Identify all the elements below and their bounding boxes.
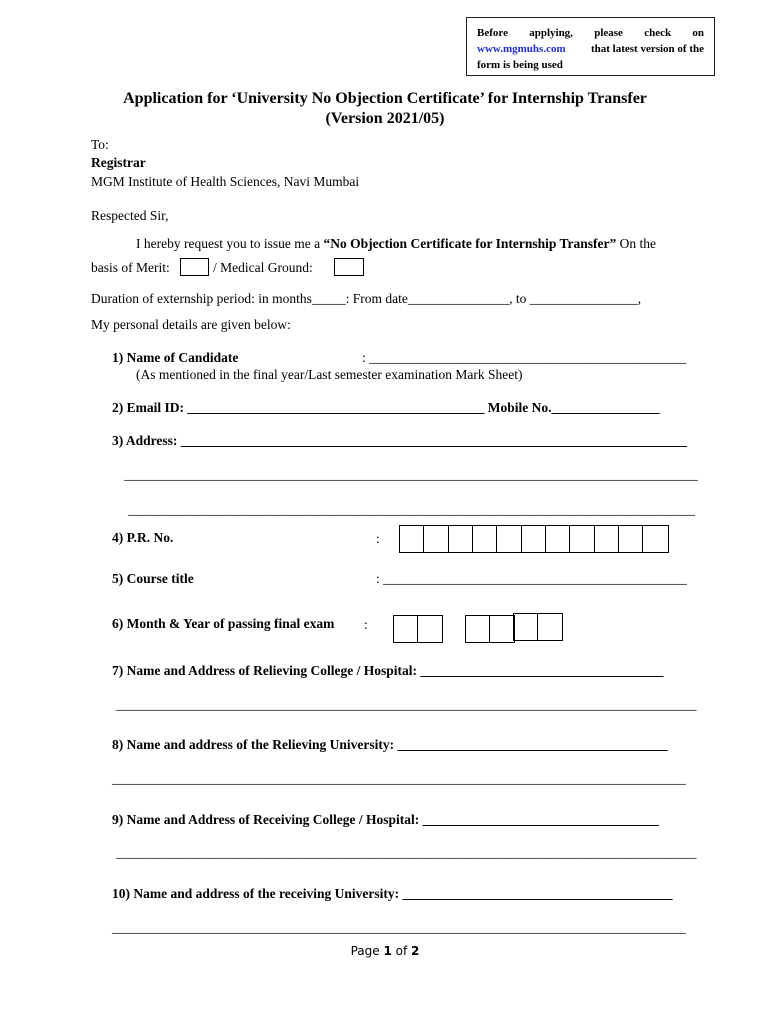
pr-digit-cell[interactable]	[400, 526, 424, 552]
pr-digit-cell[interactable]	[522, 526, 546, 552]
institute-name: MGM Institute of Health Sciences, Navi Mumbai	[91, 174, 360, 189]
candidate-name-note: (As mentioned in the final year/Last semester examination Mark Sheet)	[136, 367, 523, 382]
email-mobile-field[interactable]: 2) Email ID: ____________________________________________ Mobile No.________________	[112, 400, 660, 415]
notice-website-link[interactable]: www.mgmuhs.com	[477, 43, 566, 55]
pr-digit-cell[interactable]	[473, 526, 497, 552]
pr-digit-cell[interactable]	[424, 526, 448, 552]
medical-label: / Medical Ground:	[213, 260, 313, 275]
notice-line3-text: form is being used	[477, 59, 563, 71]
year-digit-cell[interactable]	[514, 614, 538, 640]
page-footer	[0, 944, 770, 958]
pr-number-grid[interactable]	[399, 525, 669, 553]
address-field[interactable]: 3) Address: ___________________________________________________________________________	[112, 433, 688, 448]
form-version: (Version 2021/05)	[325, 110, 445, 127]
request-line	[136, 236, 656, 252]
version-notice-box	[466, 17, 715, 76]
request-noc-title: “No Objection Certificate for Internship Transfer”	[323, 236, 617, 251]
page-current: 1	[383, 944, 392, 958]
relieving-college-line-2[interactable]: ______________________________________________________________________________________	[116, 697, 697, 712]
medical-checkbox[interactable]	[334, 258, 364, 276]
pr-digit-cell[interactable]	[643, 526, 668, 552]
passing-year-grid-right[interactable]	[513, 613, 563, 641]
receiving-university-line-2[interactable]: _____________________________________________________________________________________	[112, 920, 686, 935]
registrar-label: Registrar	[91, 155, 146, 170]
pr-digit-cell[interactable]	[619, 526, 643, 552]
pr-digit-cell[interactable]	[546, 526, 570, 552]
page-word: Page	[350, 944, 384, 958]
notice-word-check: check	[644, 27, 672, 39]
pr-digit-cell[interactable]	[497, 526, 521, 552]
notice-word-applying: applying,	[529, 27, 573, 39]
course-title-label: 5) Course title	[112, 571, 194, 586]
merit-label: basis of Merit:	[91, 260, 170, 275]
request-tail: On the	[616, 236, 657, 251]
course-title-field[interactable]: : _____________________________________________	[376, 571, 687, 586]
notice-word-before: Before	[477, 27, 508, 39]
candidate-name-label: 1) Name of Candidate	[112, 350, 239, 365]
pr-digit-cell[interactable]	[449, 526, 473, 552]
receiving-university-field[interactable]: 10) Name and address of the receiving University: ________________________________________	[112, 886, 673, 901]
receiving-college-line-2[interactable]: ______________________________________________________________________________________	[116, 845, 697, 860]
notice-word-on: on	[692, 27, 704, 39]
passing-exam-label: 6) Month & Year of passing final exam	[112, 616, 335, 631]
salutation: Respected Sir,	[91, 208, 169, 223]
year-digit-cell[interactable]	[538, 614, 562, 640]
request-lead: I hereby request you to issue me a	[136, 236, 324, 251]
month-digit-cell[interactable]	[394, 616, 418, 642]
pr-digit-cell[interactable]	[570, 526, 594, 552]
page-of-word: of	[391, 944, 412, 958]
candidate-name-field[interactable]: : _______________________________________________	[362, 350, 687, 365]
pr-number-label: 4) P.R. No.	[112, 530, 174, 545]
page-total: 2	[411, 944, 420, 958]
relieving-university-line-2[interactable]: _____________________________________________________________________________________	[112, 771, 686, 786]
passing-exam-colon: :	[364, 617, 368, 632]
to-label: To:	[91, 137, 109, 152]
relieving-college-field[interactable]: 7) Name and Address of Relieving College / Hospital: ____________________________________	[112, 663, 664, 678]
receiving-college-field[interactable]: 9) Name and Address of Receiving College / Hospital: ___________________________________	[112, 812, 659, 827]
duration-line: Duration of externship period: in months_____: From date_______________, to ________________,	[91, 291, 642, 306]
year-digit-cell[interactable]	[490, 616, 514, 642]
relieving-university-field[interactable]: 8) Name and address of the Relieving University: ________________________________________	[112, 737, 668, 752]
merit-checkbox[interactable]	[180, 258, 209, 276]
pr-number-colon: :	[376, 531, 380, 546]
notice-line2-text: that latest version of the	[590, 43, 704, 55]
personal-details-intro: My personal details are given below:	[91, 317, 291, 332]
address-line-2[interactable]: _____________________________________________________________________________________	[124, 467, 698, 482]
form-title: Application for ‘University No Objection Certificate’ for Internship Transfer	[123, 90, 647, 107]
passing-month-grid[interactable]	[393, 615, 443, 643]
address-line-3[interactable]: ____________________________________________________________________________________	[128, 502, 695, 517]
notice-word-please: please	[594, 27, 623, 39]
pr-digit-cell[interactable]	[595, 526, 619, 552]
month-digit-cell[interactable]	[418, 616, 442, 642]
year-digit-cell[interactable]	[466, 616, 490, 642]
passing-year-grid-left[interactable]	[465, 615, 515, 643]
